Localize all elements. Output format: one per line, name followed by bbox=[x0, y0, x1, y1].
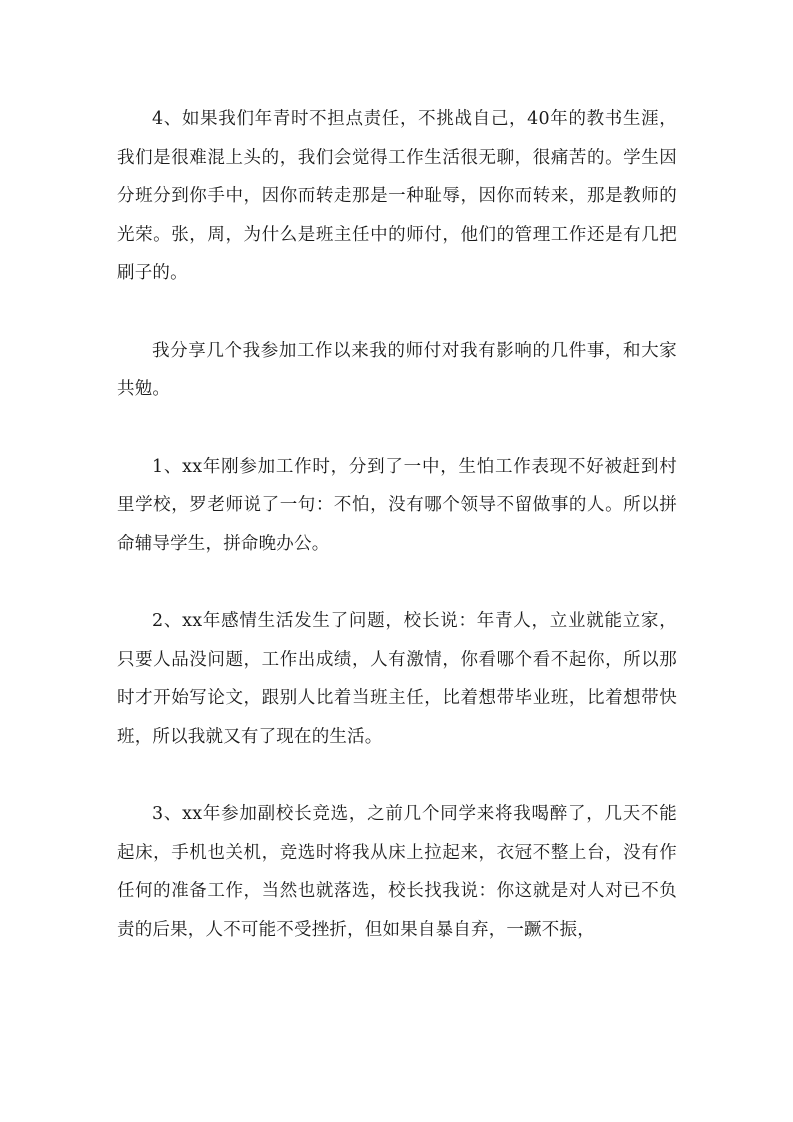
paragraph-1-first-job: 1、xx年刚参加工作时，分到了一中，生怕工作表现不好被赶到村里学校，罗老师说了一句：不怕，没有哪个领导不留做事的人。所以拼命辅导学生，拼命晚办公。 bbox=[117, 456, 677, 554]
paragraph-3-vice-principal-election: 3、xx年参加副校长竞选，之前几个同学来将我喝醉了，几天不能起床，手机也关机，竞选时将我从床上拉起来，衣冠不整上台，没有作任何的准备工作，当然也就落选，校长找我说：你这就是对人对已不负责的后果，人不可能不受挫折，但如果自暴自弃，一蹶不振， bbox=[117, 804, 677, 940]
paragraph-2-personal-life: 2、xx年感情生活发生了问题，校长说：年青人，立业就能立家，只要人品没问题，工作出成绩，人有激情，你看哪个看不起你，所以那时才开始写论文，跟别人比着当班主任，比着想带毕业班，比着想带快班，所以我就又有了现在的生活。 bbox=[117, 611, 677, 747]
document-body bbox=[117, 100, 677, 988]
paragraph-4-responsibility: 4、如果我们年青时不担点责任，不挑战自己，40年的教书生涯，我们是很难混上头的，我们会觉得工作生活很无聊，很痛苦的。学生因分班分到你手中，因你而转走那是一种耻辱，因你而转来，那是教师的光荣。张，周，为什么是班主任中的师付，他们的管理工作还是有几把刷子的。 bbox=[117, 109, 677, 283]
paragraph-share-intro: 我分享几个我参加工作以来我的师付对我有影响的几件事，和大家共勉。 bbox=[117, 340, 677, 399]
